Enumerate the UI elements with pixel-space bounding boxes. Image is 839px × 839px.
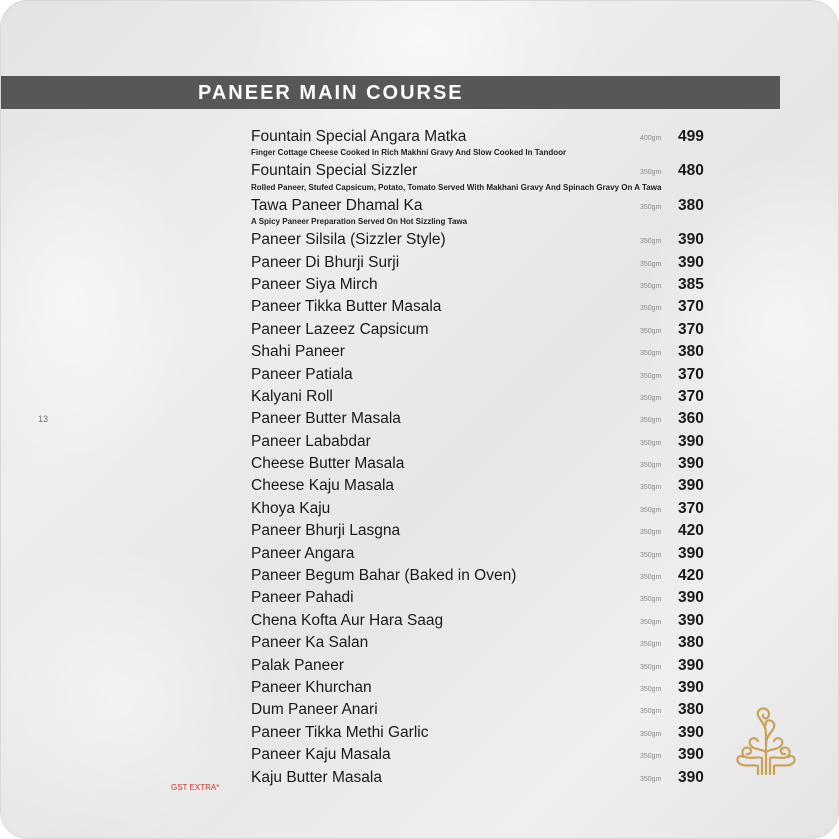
section-header-bar [1,76,780,109]
dish-quantity: 350gm [640,462,662,470]
dish-name: Paneer Pahadi [251,589,354,607]
menu-item-row [251,678,711,700]
menu-item-row [251,297,711,319]
menu-item [251,253,711,275]
dish-price: 380 [678,343,704,361]
dish-name: Paneer Lazeez Capsicum [251,320,429,338]
menu-item-row [251,320,711,342]
dish-quantity: 350gm [640,663,662,671]
menu-item-row [251,432,711,454]
menu-item [251,454,711,476]
menu-item [251,633,711,655]
dish-quantity: 350gm [640,394,662,402]
dish-quantity: 350gm [640,529,662,537]
menu-item-row [251,656,711,678]
dish-quantity: 350gm [640,551,662,559]
menu-item-row [251,700,711,722]
dish-quantity: 350gm [640,417,662,425]
menu-item-row [251,161,711,183]
dish-name: Shahi Paneer [251,343,345,361]
menu-item [251,127,711,161]
dish-name: Kaju Butter Masala [251,768,382,786]
dish-name: Paneer Tikka Methi Garlic [251,723,429,741]
dish-price: 370 [678,387,704,405]
menu-item-row [251,409,711,431]
dish-quantity: 350gm [640,618,662,626]
dish-quantity: 350gm [640,327,662,335]
dish-price: 499 [678,128,704,145]
dish-price: 370 [678,320,704,338]
menu-item-row [251,454,711,476]
dish-quantity: 350gm [640,641,662,649]
dish-price: 390 [678,678,704,696]
dish-name: Cheese Butter Masala [251,455,405,473]
dish-quantity: 350gm [640,238,662,246]
menu-item [251,320,711,342]
dish-name: Tawa Paneer Dhamal Ka [251,196,423,214]
dish-price: 420 [678,567,704,585]
menu-item-row [251,745,711,767]
menu-item-row [251,611,711,633]
dish-price: 370 [678,365,704,383]
dish-description: A Spicy Paneer Preparation Served On Hot Sizzling Tawa [251,217,468,227]
menu-item-row [251,196,711,218]
dish-name: Paneer Ka Salan [251,634,369,652]
dish-quantity: 400gm [640,135,662,142]
dish-name: Fountain Special Sizzler [251,162,418,180]
dish-quantity: 350gm [640,753,662,761]
dish-price: 390 [678,611,704,629]
menu-item [251,566,711,588]
menu-item [251,499,711,521]
menu-item [251,387,711,409]
menu-item [251,700,711,722]
dish-price: 370 [678,499,704,517]
menu-item-row [251,633,711,655]
menu-item [251,275,711,297]
dish-quantity: 350gm [640,350,662,358]
menu-item-row [251,521,711,543]
dish-quantity: 350gm [640,372,662,380]
menu-item-row [251,387,711,409]
dish-price: 390 [678,432,704,450]
dish-name: Paneer Begum Bahar (Baked in Oven) [251,567,517,585]
menu-item [251,768,711,790]
dish-name: Paneer Kaju Masala [251,746,391,764]
dish-price: 390 [678,477,704,495]
dish-price: 380 [678,196,704,214]
dish-price: 390 [678,455,704,473]
dish-quantity: 350gm [640,574,662,582]
dish-name: Dum Paneer Anari [251,701,378,719]
menu-item-row [251,588,711,610]
dish-price: 390 [678,253,704,271]
dish-price: 390 [678,656,704,674]
dish-name: Palak Paneer [251,656,345,674]
dish-quantity: 350gm [640,169,662,177]
dish-quantity: 350gm [640,708,662,716]
menu-item [251,196,711,230]
dish-quantity: 350gm [640,203,662,211]
dish-quantity: 350gm [640,260,662,268]
menu-item-row [251,566,711,588]
dish-name: Paneer Butter Masala [251,410,401,428]
menu-item-row [251,230,711,252]
dish-price: 390 [678,746,704,764]
dish-quantity: 350gm [640,484,662,492]
menu-item [251,656,711,678]
dish-name: Paneer Lababdar [251,432,371,450]
dish-price: 380 [678,701,704,719]
dish-description: Finger Cottage Cheese Cooked In Rich Makhni Gravy And Slow Cooked In Tandoor [251,148,567,158]
menu-item-row [251,476,711,498]
menu-item [251,365,711,387]
menu-item-row [251,544,711,566]
menu-item [251,409,711,431]
menu-item-row [251,499,711,521]
menu-item [251,432,711,454]
dish-name: Paneer Tikka Butter Masala [251,298,442,316]
dish-quantity: 350gm [640,305,662,313]
menu-item [251,745,711,767]
section-title: PANEER MAIN COURSE [198,82,464,104]
menu-item-row [251,342,711,364]
dish-price: 390 [678,768,704,786]
menu-item [251,611,711,633]
dish-price: 360 [678,410,704,428]
dish-price: 370 [678,298,704,316]
dish-name: Paneer Siya Mirch [251,275,378,293]
dish-quantity: 350gm [640,775,662,783]
dish-name: Kalyani Roll [251,387,333,405]
menu-item [251,230,711,252]
dish-price: 480 [678,162,704,180]
menu-item-row [251,253,711,275]
dish-price: 390 [678,589,704,607]
menu-item [251,297,711,319]
dish-name: Paneer Bhurji Lasgna [251,522,401,540]
dish-price: 420 [678,522,704,540]
dish-price: 390 [678,723,704,741]
menu-item [251,723,711,745]
dish-name: Paneer Khurchan [251,678,372,696]
menu-item [251,342,711,364]
menu-item [251,588,711,610]
menu-item-row [251,723,711,745]
menu-item [251,678,711,700]
dish-quantity: 350gm [640,730,662,738]
menu-item [251,544,711,566]
dish-quantity: 350gm [640,685,662,693]
dish-quantity: 350gm [640,506,662,514]
dish-name: Paneer Patiala [251,365,353,383]
dish-quantity: 350gm [640,596,662,604]
dish-name: Paneer Silsila (Sizzler Style) [251,231,446,249]
dish-price: 380 [678,634,704,652]
dish-name: Khoya Kaju [251,499,331,517]
tree-logo-icon [734,704,798,776]
dish-name: Fountain Special Angara Matka [251,128,467,145]
dish-name: Paneer Di Bhurji Surji [251,253,400,271]
menu-item [251,161,711,195]
menu-list [251,127,711,790]
menu-item [251,476,711,498]
menu-item-row [251,275,711,297]
dish-name: Cheese Kaju Masala [251,477,395,495]
dish-description: Rolled Paneer, Stufed Capsicum, Potato, Tomato Served With Makhani Gravy And Spinach Gravy On A Tawa [251,182,662,192]
dish-quantity: 350gm [640,439,662,447]
dish-price: 390 [678,231,704,249]
dish-price: 385 [678,275,704,293]
menu-item-row [251,365,711,387]
dish-quantity: 350gm [640,282,662,290]
gst-note: GST EXTRA* [171,783,220,792]
dish-name: Chena Kofta Aur Hara Saag [251,611,444,629]
menu-item-row [251,127,711,149]
page-number: 13 [38,414,49,424]
menu-item-row [251,768,711,790]
dish-name: Paneer Angara [251,544,355,562]
menu-item [251,521,711,543]
dish-price: 390 [678,544,704,562]
